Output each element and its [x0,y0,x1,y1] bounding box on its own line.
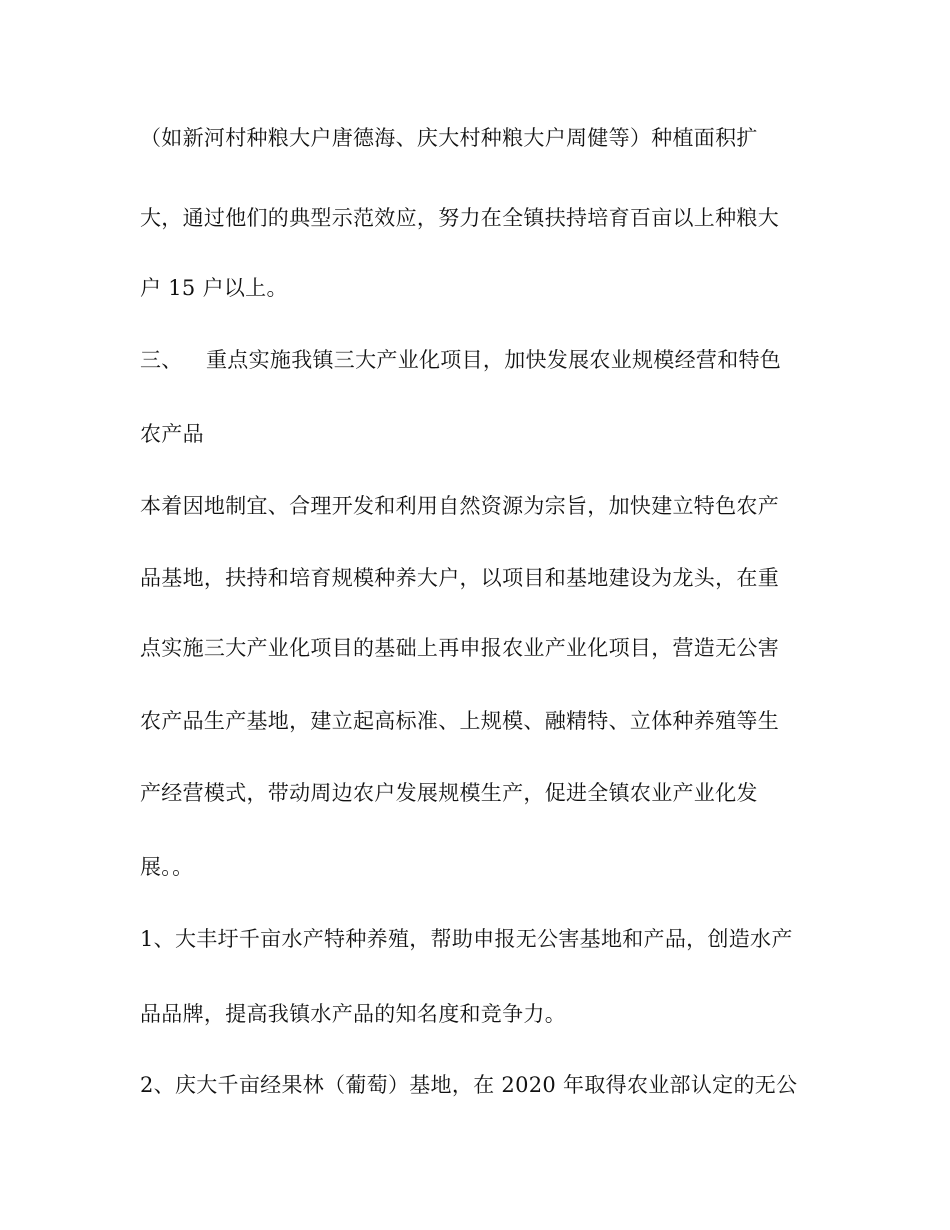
list-item-1-line-1: 1、大丰圩千亩水产特种养殖，帮助申报无公害基地和产品，创造水产 [140,927,793,951]
paragraph-line-9: 农产品生产基地，建立起高标准、上规模、融精特、立体种养殖等生 [140,709,779,733]
paragraph-line-3: 户 15 户以上。 [140,276,288,300]
section-heading [140,345,781,375]
list-item-1-line-2: 品品牌，提高我镇水产品的知名度和竞争力。 [140,1002,566,1026]
paragraph-line-7: 品基地，扶持和培育规模种养大户，以项目和基地建设为龙头，在重 [140,566,779,590]
section-heading-continuation: 农产品 [140,422,204,446]
paragraph-line-10: 产经营模式，带动周边农户发展规模生产，促进全镇农业产业化发 [140,781,758,805]
paragraph-line-11: 展。。 [140,855,194,879]
section-heading-text: 重点实施我镇三大产业化项目，加快发展农业规模经营和特色 [206,348,782,372]
paragraph-line-1: （如新河村种粮大户唐德海、庆大村种粮大户周健等）种植面积扩 [140,126,758,150]
list-item-2-line-1: 2、庆大千亩经果林（葡萄）基地，在 2020 年取得农业部认定的无公 [140,1073,798,1097]
paragraph-line-8: 点实施三大产业化项目的基础上再申报农业产业化项目，营造无公害 [140,636,779,660]
paragraph-line-2: 大，通过他们的典型示范效应，努力在全镇扶持培育百亩以上种粮大 [140,206,779,230]
section-heading-number: 三、 [140,348,183,372]
paragraph-line-6: 本着因地制宜、合理开发和利用自然资源为宗旨，加快建立特色农产 [140,494,779,518]
